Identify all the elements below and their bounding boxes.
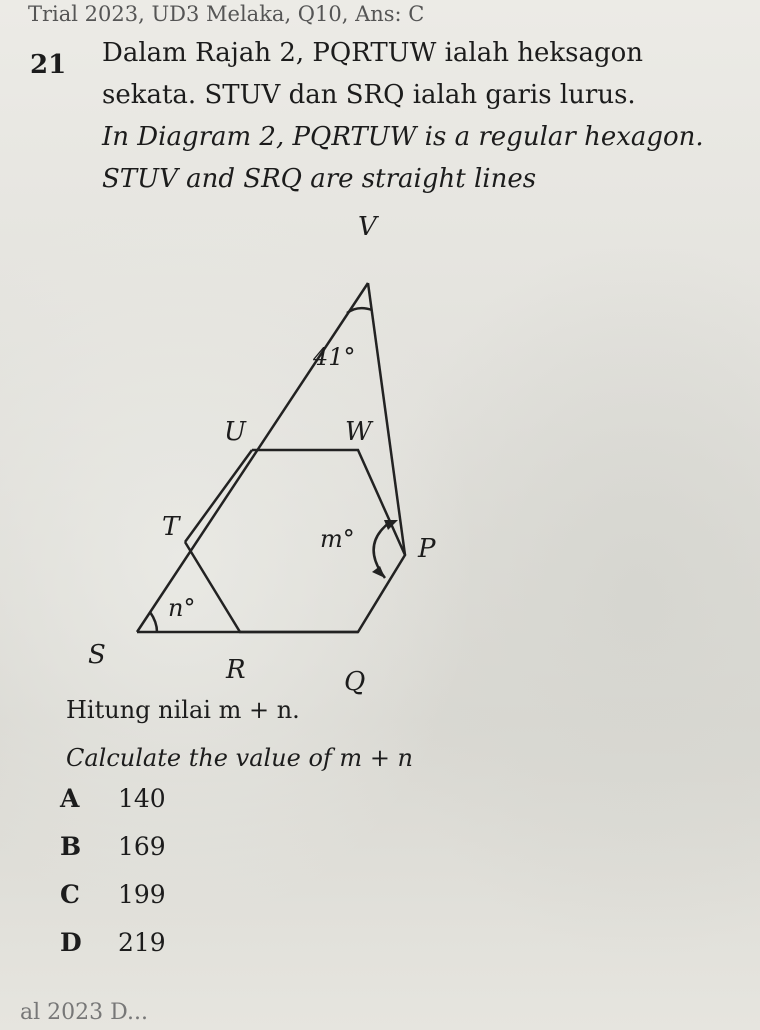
option-b-letter: B (60, 832, 82, 861)
option-b-value: 169 (118, 832, 166, 861)
angle-arc-s (150, 612, 157, 632)
angle-label-m: m° (320, 525, 355, 553)
option-c-value: 199 (118, 880, 166, 909)
label-q: Q (344, 667, 366, 697)
label-t: T (162, 512, 180, 542)
arc-arrowhead-top-icon (384, 520, 398, 530)
prompt-malay: Hitung nilai m + n. (66, 696, 300, 724)
label-w: W (345, 417, 372, 447)
hexagon-edge-tu (185, 450, 252, 542)
malay-line-1: Dalam Rajah 2, PQRTUW ialah heksagon (102, 38, 643, 68)
option-d-value: 219 (118, 928, 166, 957)
english-line-1: In Diagram 2, PQRTUW is a regular hexagon. (102, 122, 704, 152)
label-v: V (358, 212, 377, 242)
arc-arrowhead-icon (372, 566, 385, 578)
angle-label-n: n° (168, 594, 196, 622)
option-a-letter: A (60, 784, 80, 813)
footer-fragment: al 2023 D... (20, 1000, 148, 1025)
option-d (60, 928, 166, 957)
question-number: 21 (30, 50, 67, 80)
option-a-value: 140 (118, 784, 166, 813)
option-b (60, 832, 166, 861)
hexagon-pqrtuw (185, 450, 405, 632)
option-a (60, 784, 166, 813)
label-s: S (88, 640, 106, 670)
malay-line-2: sekata. STUV dan SRQ ialah garis lurus. (102, 80, 636, 110)
english-line-2: STUV and SRQ are straight lines (102, 164, 537, 194)
prompt-english: Calculate the value of m + n (66, 744, 414, 772)
line-s-v (137, 283, 368, 632)
label-p: P (418, 534, 436, 564)
option-c (60, 880, 166, 909)
label-r: R (226, 655, 246, 685)
option-c-letter: C (60, 880, 80, 909)
option-d-letter: D (60, 928, 82, 957)
angle-label-41: 41° (313, 343, 356, 371)
source-header: Trial 2023, UD3 Melaka, Q10, Ans: C (28, 2, 425, 26)
label-u: U (224, 417, 246, 447)
